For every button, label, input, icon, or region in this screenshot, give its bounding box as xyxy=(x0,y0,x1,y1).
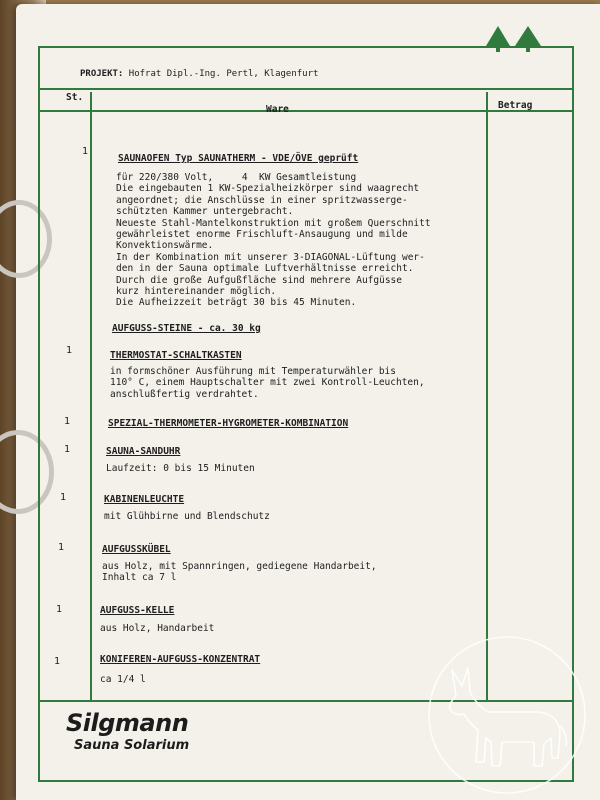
item-description: Laufzeit: 0 bis 15 Minuten xyxy=(106,463,255,474)
brand-logo: Silgmann xyxy=(66,709,189,737)
item-description: ca 1/4 l xyxy=(100,674,146,685)
item-qty: 1 xyxy=(64,416,71,427)
item-title: SAUNAOFEN Typ SAUNATHERM - VDE/ÖVE geprüft xyxy=(118,153,359,164)
brand-subtitle: Sauna Solarium xyxy=(74,738,190,753)
item-qty: 1 xyxy=(82,146,89,157)
item-title: KABINENLEUCHTE xyxy=(104,494,185,505)
project-line xyxy=(80,69,318,79)
item-title: SAUNA-SANDUHR xyxy=(106,446,181,457)
item-title: SPEZIAL-THERMOMETER-HYGROMETER-KOMBINATION xyxy=(108,418,349,429)
donkey-watermark-icon xyxy=(418,634,596,796)
item-description: aus Holz, mit Spannringen, gediegene Handarbeit, Inhalt ca 7 l xyxy=(102,561,377,584)
project-label: PROJEKT: xyxy=(80,69,124,79)
item-description: mit Glühbirne und Blendschutz xyxy=(104,511,270,522)
table-header-divider xyxy=(40,110,572,112)
item-description: aus Holz, Handarbeit xyxy=(100,623,215,634)
item-description: in formschöner Ausführung mit Temperaturwähler bis 110° C, einem Hauptschalter mit zwei Kontroll-Leuchten, anschlußfertig verdrahtet. xyxy=(110,366,425,400)
project-value: Hofrat Dipl.-Ing. Pertl, Klagenfurt xyxy=(128,69,319,79)
item-title: AUFGUSSKÜBEL xyxy=(102,544,171,555)
item-title: THERMOSTAT-SCHALTKASTEN xyxy=(110,350,242,361)
column-header-amount: Betrag xyxy=(498,100,533,111)
two-trees-icon xyxy=(484,22,548,54)
item-qty: 1 xyxy=(64,444,71,455)
item-qty: 1 xyxy=(56,604,63,615)
item-qty: 1 xyxy=(58,542,65,553)
item-qty: 1 xyxy=(66,345,73,356)
item-title: AUFGUSS-KELLE xyxy=(100,605,175,616)
column-divider-amount xyxy=(486,92,488,700)
item-title: KONIFEREN-AUFGUSS-KONZENTRAT xyxy=(100,654,261,665)
column-header-qty: St. xyxy=(66,92,84,103)
column-header-item: Ware xyxy=(266,104,289,115)
item-description: für 220/380 Volt, 4 KW Gesamtleistung Die eingebauten 1 KW-Spezialheizkörper sind waagrecht angeordnet; die Anschlüsse in einer spritzwasserge- schützten Kammer untergebracht. Neueste Stahl-Mantelkonstruktion mit großem Querschnitt gewährleistet enorme Frischluft-Ansaugung und milde Konvektionswärme. In der Kombination mit unserer 3-DIAGONAL-Lüftung wer- den in der Sauna optimale Luftverhältnisse erreicht. Durch die große Aufgußfläche sind mehrere Aufgüsse kurz hintereinander möglich. Die Aufheizzeit beträgt 30 bis 45 Minuten. xyxy=(116,172,431,309)
item-qty: 1 xyxy=(54,656,61,667)
column-divider-qty xyxy=(90,92,92,700)
item-title: AUFGUSS-STEINE - ca. 30 kg xyxy=(112,323,261,334)
item-qty: 1 xyxy=(60,492,67,503)
